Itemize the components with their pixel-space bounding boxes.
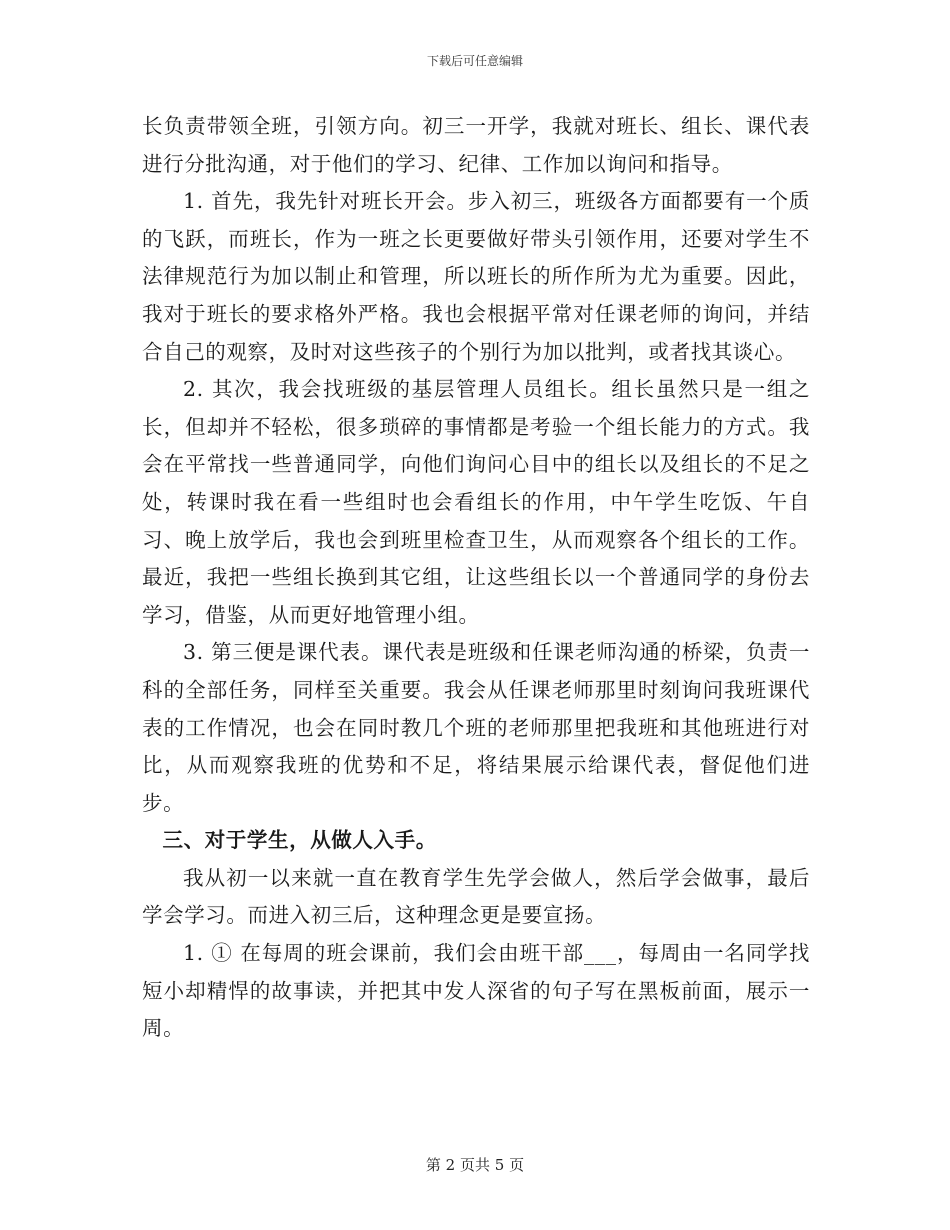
paragraph-learn-to-be-person: 我从初一以来就一直在教育学生先学会做人，然后学会做事，最后学会学习。而进入初三后，这种理念更是要宣扬。 <box>142 865 810 928</box>
paragraph-monitor: 1. 首先，我先针对班长开会。步入初三，班级各方面都要有一个质的飞跃，而班长，作为一班之长更要做好带头引领作用，还要对学生不法律规范行为加以制止和管理，所以班长的所作所为尤为重要。因此，我对于班长的要求格外严格。我也会根据平常对任课老师的询问，并结合自己的观察，及时对这些孩子的个别行为加以批判，或者找其谈心。 <box>142 189 810 364</box>
document-body <box>142 108 810 1048</box>
paragraph-weekly-class-meeting: 1. ① 在每周的班会课前，我们会由班干部___，每周由一名同学找短小却精悍的故事读，并把其中发人深省的句子写在黑板前面，展示一周。 <box>142 941 810 1041</box>
paragraph-class-leaders-intro: 长负责带领全班，引领方向。初三一开学，我就对班长、组长、课代表进行分批沟通，对于他们的学习、纪律、工作加以询问和指导。 <box>142 114 810 176</box>
page-header: 下载后可任意编辑 <box>426 54 523 68</box>
section-heading-students: 三、对于学生，从做人入手。 <box>162 828 437 853</box>
paragraph-group-leaders: 2. 其次，我会找班级的基层管理人员组长。组长虽然只是一组之长，但却并不轻松，很多琐碎的事情都是考验一个组长能力的方式。我会在平常找一些普通同学，向他们询问心目中的组长以及组长的不足之处，转课时我在看一些组时也会看组长的作用，中午学生吃饭、午自习、晚上放学后，我也会到班里检查卫生，从而观察各个组长的工作。最近，我把一些组长换到其它组，让这些组长以一个普通同学的身份去学习，借鉴，从而更好地管理小组。 <box>142 377 810 627</box>
page-footer-page-number: 第 2 页共 5 页 <box>425 1156 525 1174</box>
paragraph-subject-representatives: 3. 第三便是课代表。课代表是班级和任课老师沟通的桥梁，负责一科的全部任务，同样至关重要。我会从任课老师那里时刻询问我班课代表的工作情况，也会在同时教几个班的老师那里把我班和其他班进行对比，从而观察我班的优势和不足，将结果展示给课代表，督促他们进步。 <box>142 640 810 815</box>
